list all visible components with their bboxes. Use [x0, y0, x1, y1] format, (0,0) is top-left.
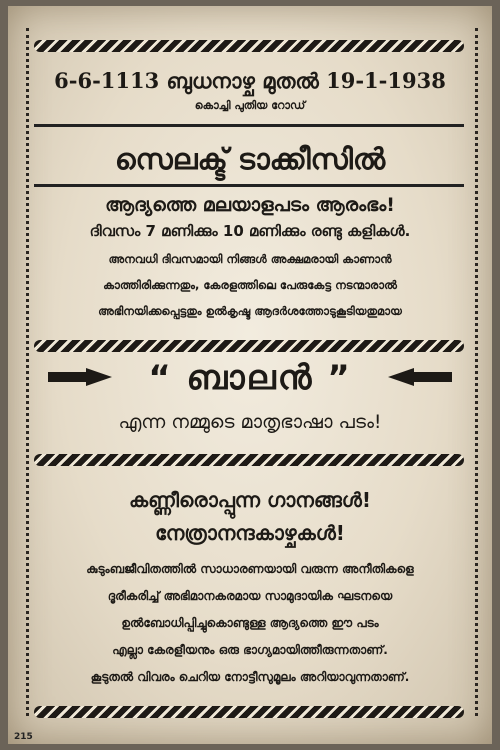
closing-line-2: ദൂരീകരിച്ച് അഭിമാനകരമായ സാമുദായിക ഘടനയെ [107, 589, 393, 603]
closing-line-5: കൂടുതൽ വിവരം ചെറിയ നോട്ടീസുമൂലം അറിയാവുന്നതാണ്. [90, 670, 410, 684]
songs-line: കണ്ണീരൊപ്പുന്ന ഗാനങ്ങൾ! [129, 488, 371, 512]
intro-line-2: കാത്തിരിക്കുന്നതും, കേരളത്തിലെ പേരുകേട്ട നടന്മാരാൽ [103, 278, 397, 292]
rope-divider-1 [34, 340, 464, 352]
date-line: 6-6-1113 ബുധനാഴ്ച മുതൽ 19-1-1938 [54, 68, 446, 93]
film-tagline: എന്ന നമ്മുടെ മാതൃഭാഷാ പടം! [118, 411, 382, 433]
rope-divider-2 [34, 454, 464, 466]
closing-line-1: കുടുംബജീവിതത്തിൽ സാധാരണയായി വരുന്ന അനീതികളെ [86, 562, 414, 576]
road-line: കൊച്ചി പുതിയ റോഡ് [194, 99, 306, 112]
rule-top [34, 124, 464, 127]
corner-mark: 215 [14, 732, 33, 742]
headline: ആദ്യത്തെ മലയാളപടം ആരംഭം! [105, 194, 395, 216]
cinema-name: സെലക്ട് ടാക്കീസിൽ [114, 142, 386, 176]
closing-line-4: എല്ലാ കേരളീയനും ഒരു ഭാഗ്യമായിത്തീരുന്നതാണ്. [112, 643, 388, 657]
rope-divider-top [34, 40, 464, 52]
film-poster [8, 6, 492, 744]
film-title: “ ബാലൻ ” [148, 358, 352, 398]
rope-divider-bottom [34, 706, 464, 718]
closing-line-3: ഉൽബോധിപ്പിച്ചുകൊണ്ടുള്ള ആദ്യത്തെ ഈ പടം [121, 616, 379, 630]
rule-bottom [34, 184, 464, 187]
show-times: ദിവസം 7 മണിക്കും 10 മണിക്കും രണ്ടു കളികൾ. [89, 222, 411, 240]
pointing-hand-left-icon [384, 366, 454, 388]
intro-line-3: അഭിനയിക്കപ്പെട്ടതും ഉൽകൃഷ്ട ആദർശത്തോടുകൂടിയതുമായ [98, 304, 402, 318]
visuals-line: നേത്രാനന്ദകാഴ്ചകൾ! [155, 521, 345, 545]
intro-line-1: അനവധി ദിവസമായി നിങ്ങൾ അക്ഷമരായി കാണാൻ [108, 252, 392, 266]
